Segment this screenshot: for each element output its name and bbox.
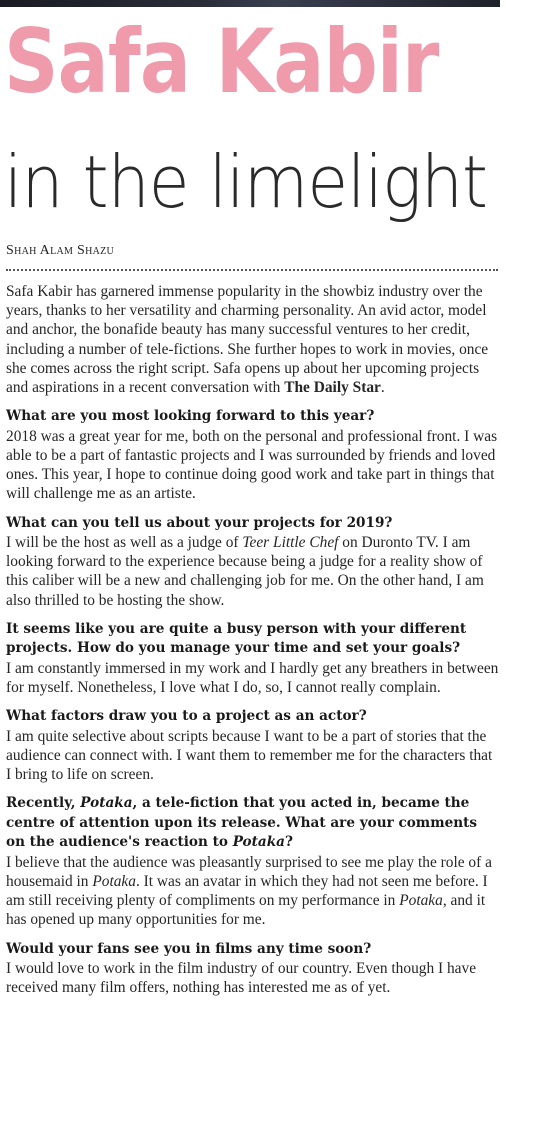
question: What factors draw you to a project as an actor? — [6, 708, 367, 725]
qa-block — [6, 620, 500, 697]
intro-end: . — [380, 379, 385, 397]
headline: Safa Kabir — [4, 10, 439, 113]
dotted-divider — [6, 269, 498, 271]
question-text: Recently, — [6, 795, 81, 812]
answer-text: , and it has opened up many opportunities for me. — [6, 892, 486, 929]
qa-block — [6, 940, 500, 998]
intro-paragraph — [6, 282, 500, 397]
show-title: Teer Little Chef — [242, 534, 339, 552]
qa-block — [6, 407, 500, 503]
qa-block — [6, 707, 500, 784]
answer: I am quite selective about scripts because I want to be a part of stories that the audience can connect with. I want them to remember me for the characters that I bring to life on screen. — [6, 727, 493, 784]
drama-title: Potaka — [80, 795, 133, 812]
qa-block — [6, 794, 500, 929]
answer-text: on Duronto TV. I am looking forward to the experience because being a judge for a reality show of this caliber will be a new and challenging job for me. On the other hand, I am also thrilled to be hosting the show. — [6, 534, 484, 609]
answer: 2018 was a great year for me, both on the personal and professional front. I was able to be a part of fantastic projects and I was surrounded by friends and loved ones. This year, I hope to continue doing good work and take part in things that will challenge me as an artiste. — [6, 427, 498, 503]
byline: Shah Alam Shazu — [6, 243, 115, 258]
question: It seems like you are quite a busy person with your different projects. How do you manage your time and set your goals? — [6, 620, 467, 657]
answer-text: I will be the host as well as a judge of — [6, 534, 243, 552]
question-text: , a tele-fiction that you acted in, became the centre of attention upon its release. What are your comments on the audience's reaction to — [6, 795, 478, 851]
article-body — [6, 282, 500, 1008]
question-text: ? — [284, 834, 293, 851]
answer-text: . It was an avatar in which they had not seen me before. I am still receiving plenty of compliments on my performance in — [6, 873, 488, 910]
subheadline: in the limelight — [4, 140, 488, 224]
answer — [6, 533, 500, 610]
answer: I would love to work in the film industry of our country. Even though I have received many film offers, nothing has interested me as of yet. — [6, 960, 477, 997]
answer — [6, 853, 500, 930]
question — [6, 794, 500, 853]
publication-name: The Daily Star — [284, 379, 381, 397]
qa-block — [6, 514, 500, 610]
drama-title: Potaka — [92, 873, 136, 891]
photo-strip — [0, 0, 500, 7]
answer-text: I believe that the audience was pleasantly surprised to see me play the role of a housemaid in — [6, 853, 492, 891]
answer: I am constantly immersed in my work and I hardly get any breathers in between for myself. Nonetheless, I love what I do, so, I cannot really complain. — [6, 659, 499, 697]
drama-title: Potaka — [232, 834, 285, 851]
question: What can you tell us about your projects for 2019? — [6, 514, 393, 531]
question: Would your fans see you in films any time soon? — [6, 940, 372, 957]
drama-title: Potaka — [399, 892, 443, 910]
intro-text: Safa Kabir has garnered immense popularity in the showbiz industry over the years, thanks to her versatility and charming personality. An avid actor, model and anchor, the bonafide beauty has many successful ventures to her credit, including a number of tele-fictions. She further hopes to work in movies, once she comes across the right script. Safa opens up about her upcoming projects and aspirations in a recent conversation with — [6, 283, 489, 397]
question: What are you most looking forward to this year? — [6, 408, 375, 425]
